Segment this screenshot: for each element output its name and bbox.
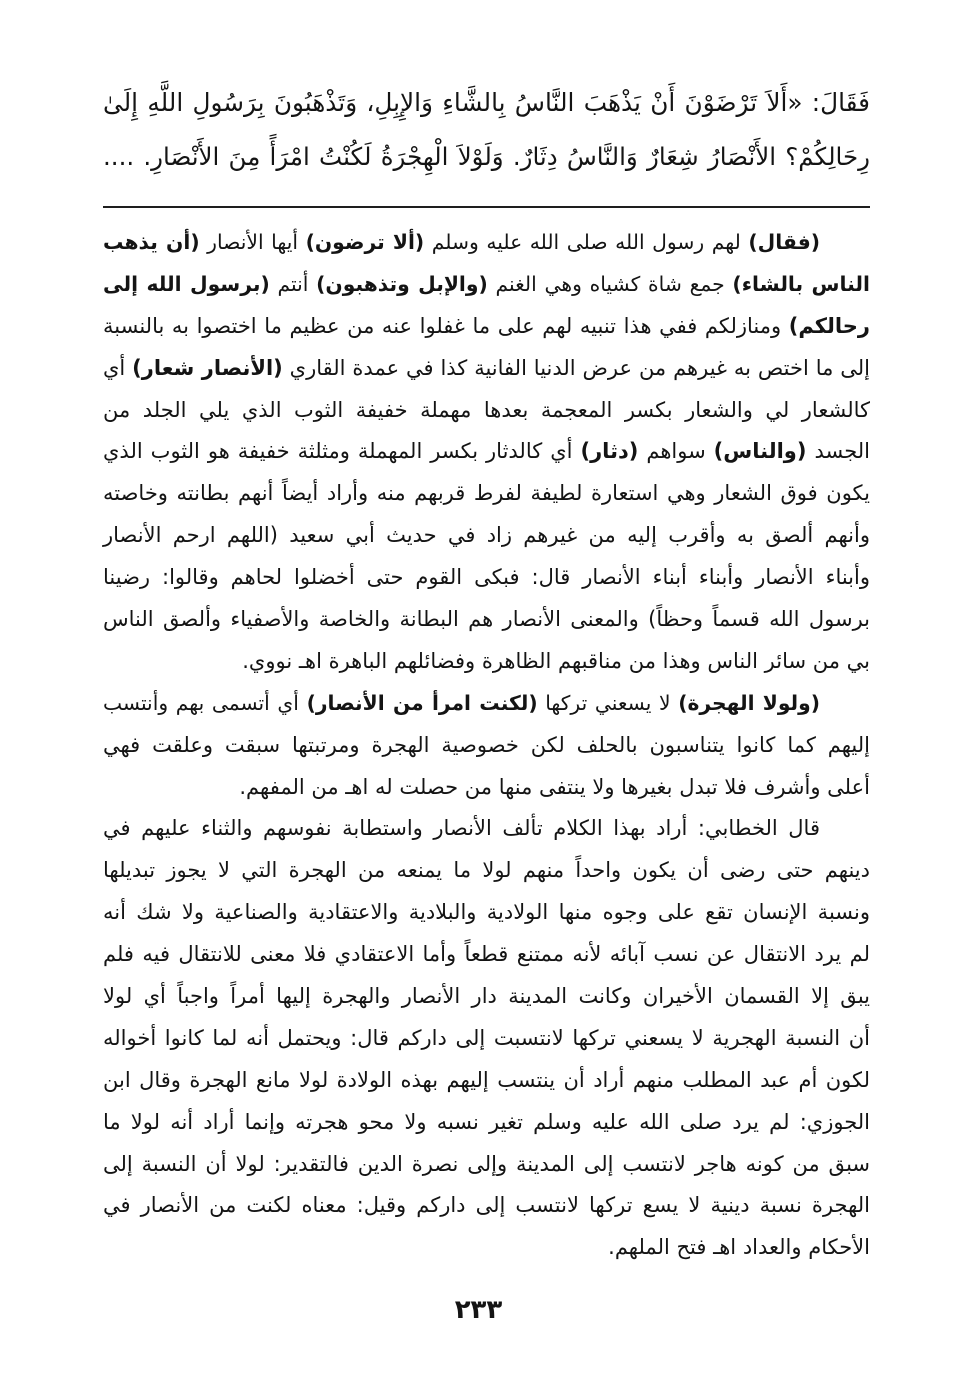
commentary-line [103, 641, 870, 683]
commentary-paragraph [103, 222, 870, 683]
commentary-line-text [103, 816, 820, 840]
commentary-line-text [103, 439, 870, 463]
commentary-text: ونسبة الإنسان تقع على وجوه منها الولادية والبلادية والاعتقادية والصناعية ولا شك أنه [103, 900, 870, 925]
matn-quote: (لكنت امرأ من الأنصار) [306, 690, 538, 715]
commentary-text: سبق من كونه هاجر لانتسب إلى المدينة وإلى نصرة الدين فالتقدير: لولا أن النسبة إلى [103, 1151, 870, 1176]
commentary-line [103, 599, 870, 641]
commentary-text: لم يرد الانتقال عن نسب آبائه لأنه ممتنع قطعاً وأما الاعتقادي فلا معنى للانتقال فيه فلم [103, 942, 870, 967]
commentary-text: بي من سائر الناس وهذا من مناقبهم الظاهرة وفضائلهم الباهرة اهـ نووي. [242, 648, 870, 673]
commentary-text: قال الخطابي: أراد بهذا الكلام تألف الأنصار واستطابة نفوسهم والثناء عليهم في [103, 816, 820, 841]
commentary-paragraph [103, 683, 870, 809]
commentary-line [103, 1227, 870, 1269]
commentary-line [103, 306, 870, 348]
commentary-line [103, 808, 870, 850]
commentary-line-text [242, 649, 870, 673]
commentary-line-text [103, 1110, 870, 1134]
commentary-text: جمع شاة كشياه وهي الغنم [487, 271, 733, 296]
commentary-line-text [103, 565, 870, 589]
commentary-line [103, 1102, 870, 1144]
commentary-text: دينهم حتى رضى أن يكون واحداً منهم لولا ما يمنعه من الهجرة التي لا يجوز تبديلها [103, 858, 870, 883]
page-number: ٢٣٣ [454, 1295, 503, 1325]
commentary-line-text [103, 481, 870, 505]
matn-quote: (ولولا الهجرة) [678, 690, 821, 715]
commentary-text: كالشعار لي والشعار بكسر المعجمة بعدها مهملة خفيفة الثوب الذي يلي الجلد من [103, 397, 870, 422]
commentary-line-text [103, 691, 820, 715]
commentary-line [103, 725, 870, 767]
matn-quote: (فقال) [748, 230, 820, 254]
commentary-line-text [103, 230, 820, 254]
commentary-line-text [103, 733, 870, 757]
commentary-text: لهم رسول الله صلى الله عليه وسلم [424, 230, 749, 254]
commentary-paragraph [103, 808, 870, 1269]
commentary-text: أنتم [269, 271, 317, 296]
commentary-text: ومنازلكم ففي هذا تنبيه لهم على ما غفلوا عنه من عظيم ما اختصوا به بالنسبة [103, 313, 789, 338]
commentary [103, 222, 870, 1269]
commentary-line [103, 1018, 870, 1060]
commentary-line [103, 1185, 870, 1227]
commentary-line [103, 515, 870, 557]
commentary-line [103, 1144, 870, 1186]
commentary-line-text [103, 272, 870, 296]
commentary-line-text [103, 900, 870, 924]
commentary-line-text [103, 398, 870, 422]
matn-quote: (أن يذهب [103, 230, 200, 254]
commentary-line [103, 683, 870, 725]
commentary-line [103, 934, 870, 976]
commentary-line-text [103, 523, 870, 547]
commentary-text: الجسد [806, 439, 870, 464]
commentary-text: وأبناء الأنصار وأبناء أبناء الأنصار قال: فبكى القوم حتى أخضلوا لحاهم وقالوا: رضينا [103, 565, 870, 590]
matn-quote: (برسول الله إلى [103, 271, 270, 296]
commentary-line [103, 473, 870, 515]
commentary-line-text [103, 1026, 870, 1050]
matn-quote: الناس بالشاء) [732, 271, 870, 296]
commentary-line [103, 222, 870, 264]
commentary-line-text [103, 356, 870, 380]
commentary-line [103, 431, 870, 473]
commentary-line [103, 767, 870, 809]
commentary-line-text [103, 314, 870, 338]
footnote-divider [103, 206, 870, 208]
hadith-line-text: رِحَالِكُمْ؟ الأَنْصَارُ شِعَارٌ وَالنَّاسُ دِثَارٌ. وَلَوْلاَ الْهِجْرَةُ لَكُنْتُ امْرَأً مِنَ الأَنْصَارِ. .... [103, 142, 870, 171]
matn-quote: (ألا ترضون) [305, 230, 425, 254]
hadith-line-text: فَقَالَ: «أَلاَ تَرْضَوْنَ أَنْ يَذْهَبَ النَّاسُ بِالشَّاءِ وَالإِبِلِ، وَتَذْهَبُونَ بِرَسُولِ اللَّهِ إِلَىٰ [103, 88, 870, 117]
commentary-text: أيها الأنصار [199, 230, 306, 254]
commentary-text: يبق إلا القسمان الأخيران وكانت المدينة دار الأنصار والهجرة إليها أمراً واجباً أي لولا [103, 984, 870, 1009]
commentary-text: إلى ما اختص به غيرهم من عرض الدنيا الفانية كذا في عمدة القاري [282, 355, 870, 380]
hadith-text [103, 76, 870, 184]
commentary-line-text [103, 984, 870, 1008]
hadith-line [103, 76, 870, 130]
matn-quote: رحالكم) [788, 313, 870, 338]
commentary-text: إليهم كما كانوا يتناسبون بالحلف لكن خصوصية الهجرة ومرتبتها سبقت وعلقت فهي [103, 732, 870, 757]
commentary-text: سواهم [638, 439, 714, 464]
matn-quote: (والناس) [713, 439, 807, 464]
matn-quote: (الأنصار شعار) [132, 355, 283, 380]
commentary-line [103, 348, 870, 390]
commentary-text: الجوزي: لم يرد صلى الله عليه وسلم تغير نسبه ولا محو هجرته وإنما أراد أنه لولا ما [103, 1109, 870, 1134]
commentary-text: الهجرة نسبة دينية لا يسع تركها لانتسب إلى داركم وقيل: معناه لكنت من الأنصار في [103, 1193, 870, 1218]
commentary-line-text [103, 1193, 870, 1217]
commentary-text: أعلى وأشرف فلا تبدل بغيرها ولا ينتفى منها من حصلت له اهـ من المفهم. [239, 774, 870, 799]
commentary-line [103, 1060, 870, 1102]
commentary-line [103, 892, 870, 934]
commentary-text: أن النسبة الهجرية لا يسعني تركها لانتسبت إلى داركم قال: ويحتمل أنه لما كانوا أخواله [103, 1025, 870, 1050]
commentary-text: يكون فوق الشعار وهي استعارة لطيفة لفرط قربهم منه وأراد أيضاً أنهم بطانته وخاصته [103, 481, 870, 506]
commentary-line-text [608, 1235, 870, 1259]
commentary-text: لكون أم عبد المطلب منهم أراد أن ينتسب إليهم بهذه الولادة لولا مانع الهجرة وقال ابن [103, 1067, 870, 1092]
commentary-line [103, 976, 870, 1018]
commentary-line-text [239, 775, 870, 799]
matn-quote: (والإبل وتذهبون) [316, 271, 488, 296]
commentary-line [103, 390, 870, 432]
commentary-line [103, 264, 870, 306]
matn-quote: (دثار) [580, 439, 639, 464]
commentary-text: برسول الله قسماً وحظاً) والمعنى الأنصار هم البطانة والخاصة والأصفياء وألصق الناس [103, 607, 870, 632]
commentary-line [103, 557, 870, 599]
commentary-text: الأحكام والعداد اهـ فتح الملهم. [608, 1235, 870, 1260]
commentary-text: وأنهم ألصق به وأقرب إليه من غيرهم زاد في حديث أبي سعيد (اللهم ارحم الأنصار [103, 523, 870, 548]
hadith-line [103, 130, 870, 184]
commentary-text: لا يسعني تركها [537, 690, 679, 715]
commentary-text: أي [103, 355, 133, 380]
commentary-line [103, 850, 870, 892]
commentary-line-text [103, 1152, 870, 1176]
commentary-line-text [103, 607, 870, 631]
commentary-line-text [103, 942, 870, 966]
commentary-line-text [103, 858, 870, 882]
commentary-line-text [103, 1068, 870, 1092]
commentary-text: أي أتسمى بهم وأنتسب [103, 690, 307, 715]
commentary-text: أي كالدثار بكسر المهملة ومثلثة خفيفة هو الثوب الذي [103, 439, 581, 464]
